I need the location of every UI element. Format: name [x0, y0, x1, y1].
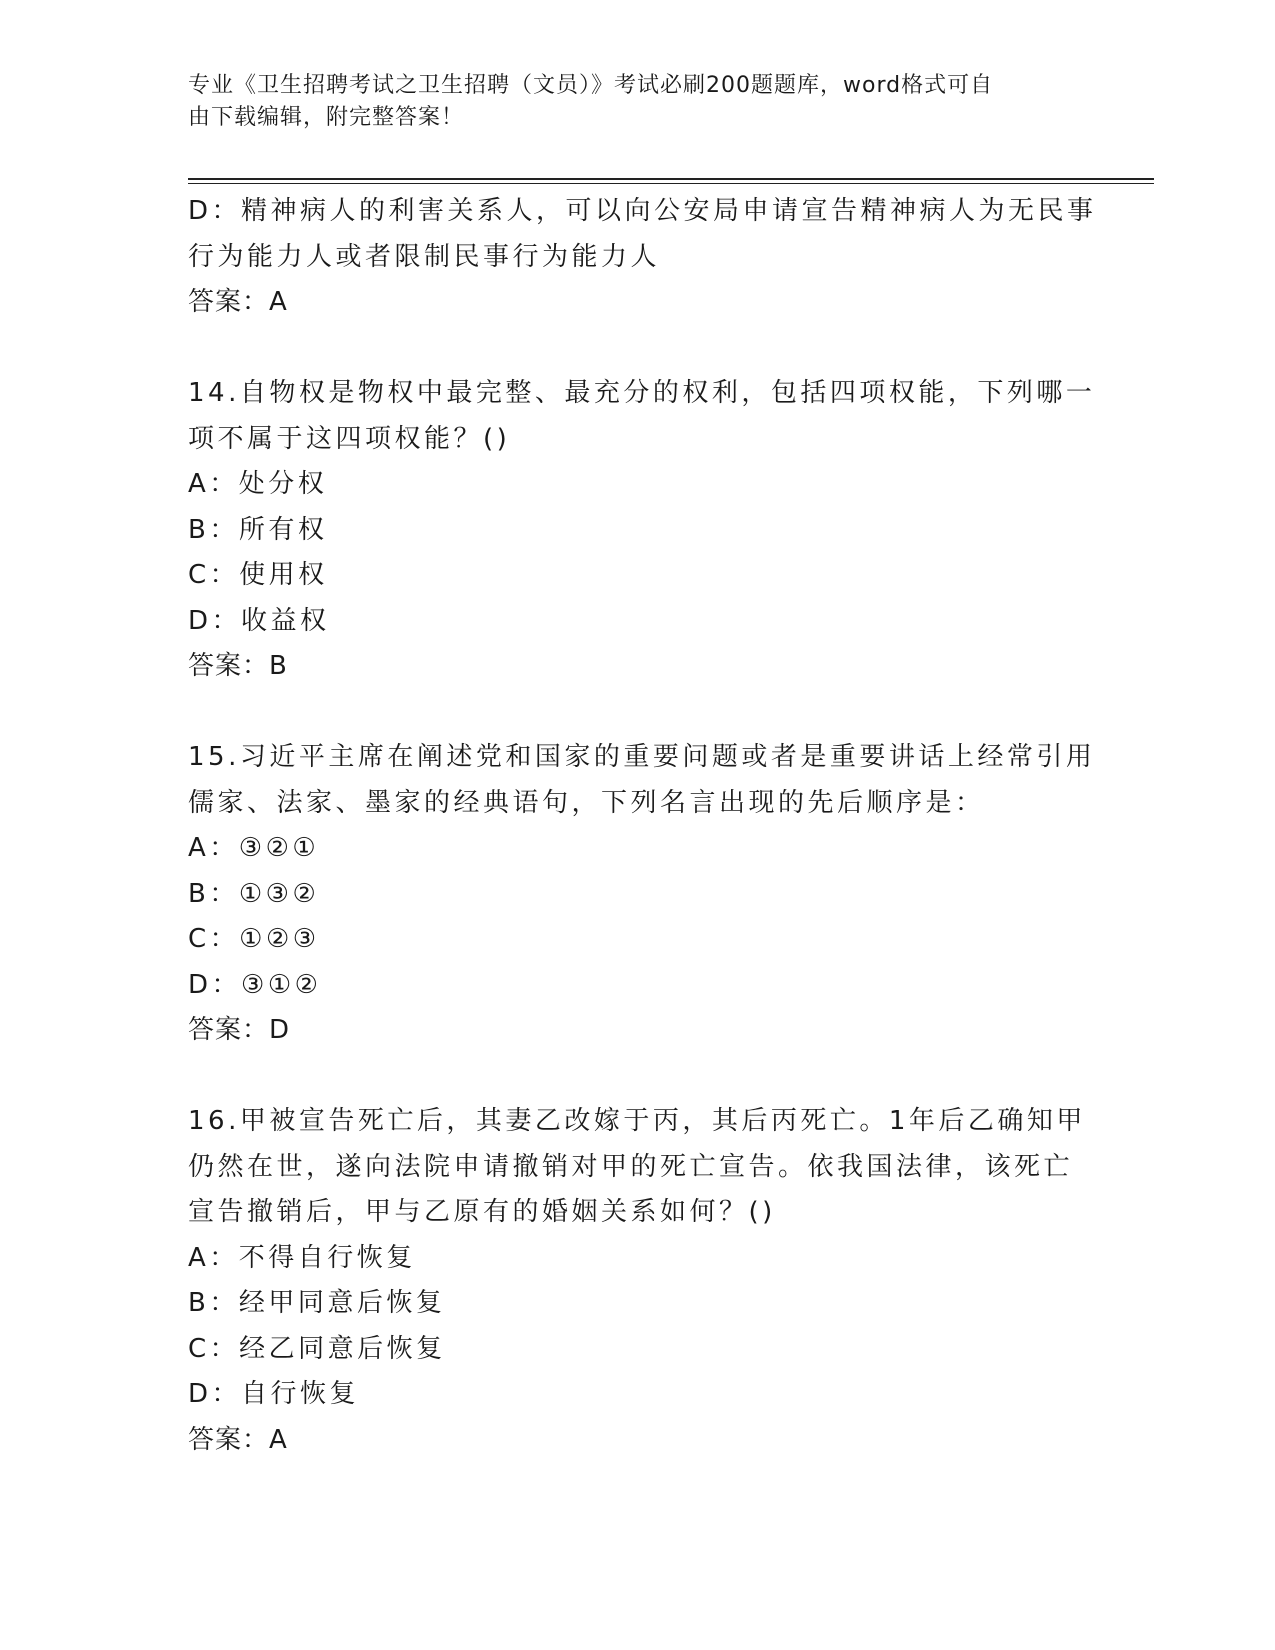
option-c: C：使用权	[188, 560, 328, 590]
option-b: B：①③②	[188, 878, 320, 909]
option-d-line-1: D：精神病人的利害关系人，可以向公安局申请宣告精神病人为无民事	[188, 196, 1097, 226]
question-15	[188, 735, 1096, 1054]
option-d: D：③①②	[188, 969, 322, 1000]
answer: 答案：A	[188, 287, 288, 317]
question-list	[188, 189, 1097, 1463]
option-a: A：③②①	[188, 833, 320, 863]
answer: 答案：B	[188, 651, 288, 681]
option-d-line-2: 行为能力人或者限制民事行为能力人	[188, 241, 661, 272]
option-b: B：经甲同意后恢复	[188, 1288, 446, 1318]
spacer	[188, 1054, 1088, 1100]
question-text-line-2: 项不属于这四项权能？()	[188, 423, 511, 454]
document-header	[188, 70, 1068, 134]
option-a: A：不得自行恢复	[188, 1242, 416, 1273]
question-13-tail	[188, 189, 1097, 326]
question-14	[188, 371, 1096, 690]
header-divider-thick	[188, 178, 1154, 180]
header-divider-thin	[188, 183, 1154, 184]
question-text-line-3: 宣告撤销后，甲与乙原有的婚姻关系如何？()	[188, 1197, 776, 1227]
option-d: D：自行恢复	[188, 1379, 360, 1409]
answer: 答案：A	[188, 1424, 288, 1455]
question-text-line-2: 儒家、法家、墨家的经典语句，下列名言出现的先后顺序是：	[188, 787, 985, 818]
option-c: C：①②③	[188, 924, 320, 954]
header-line-1: 专业《卫生招聘考试之卫生招聘（文员）》考试必刷200题题库，word格式可自	[188, 73, 994, 98]
option-c: C：经乙同意后恢复	[188, 1333, 446, 1364]
question-16	[188, 1099, 1088, 1463]
header-line-2: 由下载编辑，附完整答案！	[188, 105, 465, 130]
spacer	[188, 326, 1088, 372]
question-text-line-1: 15.习近平主席在阐述党和国家的重要问题或者是重要讲话上经常引用	[188, 742, 1096, 772]
option-a: A：处分权	[188, 469, 328, 499]
spacer	[188, 690, 1088, 736]
question-text-line-1: 14.自物权是物权中最完整、最充分的权利，包括四项权能，下列哪一	[188, 378, 1096, 408]
option-d: D：收益权	[188, 605, 330, 636]
question-text-line-2: 仍然在世，遂向法院申请撤销对甲的死亡宣告。依我国法律，该死亡	[188, 1151, 1074, 1182]
option-b: B：所有权	[188, 514, 328, 545]
answer: 答案：D	[188, 1015, 291, 1045]
question-text-line-1: 16.甲被宣告死亡后，其妻乙改嫁于丙，其后丙死亡。1年后乙确知甲	[188, 1106, 1086, 1136]
